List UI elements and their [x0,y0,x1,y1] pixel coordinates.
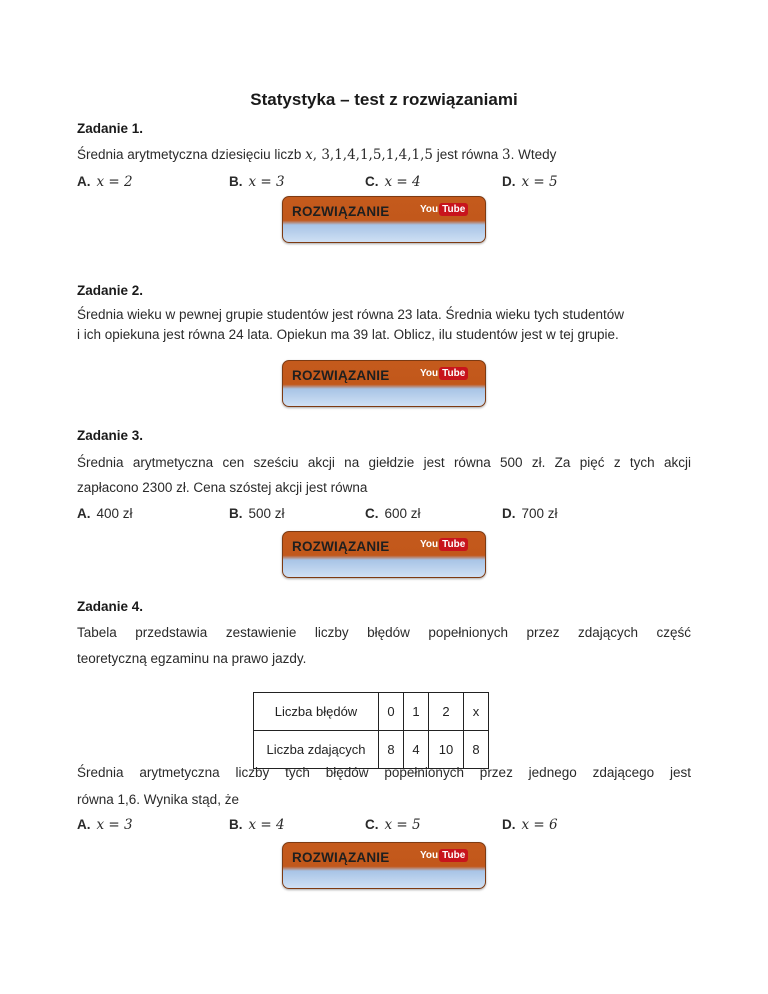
table-cell: 10 [429,731,464,769]
youtube-logo-you: You [420,850,439,861]
youtube-logo-icon [420,849,468,862]
task-1-math-list: , 3,1,4,1,5,1,4,1,5 [312,147,433,163]
option-letter: C. [365,817,379,832]
option-value: x = 6 [521,817,558,833]
option-value: 500 zł [248,506,285,521]
task-1-option-c [365,174,421,190]
errors-table [253,692,489,769]
task-4-option-c [365,817,421,833]
task-1-option-a [77,174,133,190]
table-cell: 0 [379,693,404,731]
table-row [254,693,489,731]
option-value: 700 zł [521,506,558,521]
task-1-option-d [502,174,558,190]
table-row-label: Liczba błędów [254,693,379,731]
task-4-option-d [502,817,558,833]
table-cell: 8 [464,731,489,769]
table-cell: x [464,693,489,731]
option-letter: B. [229,506,243,521]
table-cell: 8 [379,731,404,769]
option-letter: A. [77,174,91,189]
option-letter: C. [365,506,379,521]
option-value: x = 3 [248,174,285,190]
task-4-line-4: równa 1,6. Wynika stąd, że [77,792,239,807]
task-3-solution-button[interactable] [282,531,486,578]
table-cell: 4 [404,731,429,769]
solution-button-label: ROZWIĄZANIE [292,204,390,219]
option-letter: B. [229,174,243,189]
option-value: x = 3 [96,817,133,833]
youtube-logo-icon [420,538,468,551]
task-1-solution-button[interactable] [282,196,486,243]
option-value: 600 zł [384,506,421,521]
table-cell: 1 [404,693,429,731]
option-value: 400 zł [96,506,133,521]
table-cell: 2 [429,693,464,731]
option-letter: A. [77,817,91,832]
task-3-line-2: zapłacono 2300 zł. Cena szóstej akcji jest równa [77,480,368,495]
option-letter: B. [229,817,243,832]
option-value: x = 4 [248,817,285,833]
option-letter: A. [77,506,91,521]
youtube-logo-icon [420,203,468,216]
task-2-line-2: i ich opiekuna jest równa 24 lata. Opiekun ma 39 lat. Oblicz, ilu studentów jest w tej grupie. [77,327,619,342]
task-3-option-a [77,506,133,521]
task-4-option-a [77,817,133,833]
task-4-option-b [229,817,285,833]
task-1-option-b [229,174,285,190]
option-value: x = 5 [521,174,558,190]
youtube-logo-tube: Tube [439,367,468,380]
option-value: x = 4 [384,174,421,190]
task-3-option-c [365,506,421,521]
task-3-heading: Zadanie 3. [77,428,144,443]
task-2-heading: Zadanie 2. [77,283,144,298]
option-value: x = 2 [96,174,133,190]
task-1-text [77,145,691,165]
option-value: x = 5 [384,817,421,833]
solution-button-label: ROZWIĄZANIE [292,850,390,865]
task-1-text-start: Średnia arytmetyczna dziesięciu liczb [77,147,306,162]
option-letter: C. [365,174,379,189]
task-1-math-value: 3 [501,147,511,163]
solution-button-label: ROZWIĄZANIE [292,368,390,383]
youtube-logo-you: You [420,539,439,550]
task-4-line-1: Tabela przedstawia zestawienie liczby błędów popełnionych przez zdających część [77,625,691,640]
task-4-line-3: Średnia arytmetyczna liczby tych błędów popełnionych przez jednego zdającego jest [77,765,691,780]
option-letter: D. [502,817,516,832]
task-1-text-end: . Wtedy [510,147,557,162]
task-2-line-1: Średnia wieku w pewnej grupie studentów jest równa 23 lata. Średnia wieku tych studentów [77,307,625,322]
task-2-solution-button[interactable] [282,360,486,407]
youtube-logo-you: You [420,204,439,215]
youtube-logo-tube: Tube [439,203,468,216]
task-3-option-d [502,506,558,521]
task-1-math-variable: x [305,147,313,163]
table-row-label: Liczba zdających [254,731,379,769]
page-title: Statystyka – test z rozwiązaniami [250,90,518,109]
solution-button-label: ROZWIĄZANIE [292,539,390,554]
task-4-heading: Zadanie 4. [77,599,144,614]
option-letter: D. [502,506,516,521]
youtube-logo-icon [420,367,468,380]
task-4-line-2: teoretyczną egzaminu na prawo jazdy. [77,651,307,666]
youtube-logo-tube: Tube [439,538,468,551]
option-letter: D. [502,174,516,189]
task-3-line-1: Średnia arytmetyczna cen sześciu akcji na giełdzie jest równa 500 zł. Za pięć z tych akcji [77,455,691,470]
task-4-solution-button[interactable] [282,842,486,889]
task-1-heading: Zadanie 1. [77,121,144,136]
task-1-text-middle: jest równa [432,147,502,162]
task-3-option-b [229,506,285,521]
youtube-logo-you: You [420,368,439,379]
youtube-logo-tube: Tube [439,849,468,862]
